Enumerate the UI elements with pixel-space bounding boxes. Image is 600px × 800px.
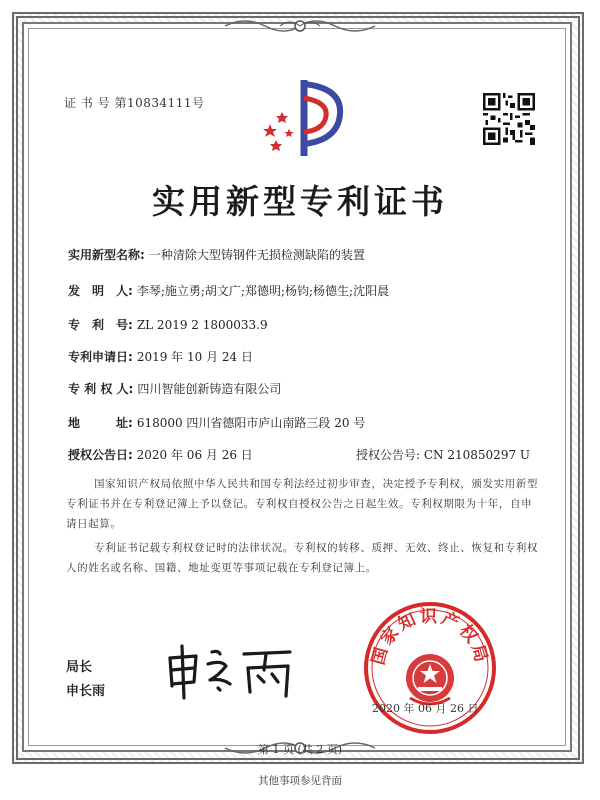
seal-text: 国家知识产权局 <box>368 607 492 667</box>
publication-date-value: 2020 年 06 月 26 日 <box>136 448 253 462</box>
address-value: 618000 四川省德阳市庐山南路三段 20 号 <box>136 416 366 430</box>
filing-date-label: 专利申请日: <box>68 350 133 364</box>
utility-model-name-row <box>68 246 365 263</box>
certificate-number: 证 书 号 第10834111号 <box>64 96 205 110</box>
utility-model-name-label: 实用新型名称: <box>68 248 145 262</box>
statement-paragraph-1: 国家知识产权局依照中华人民共和国专利法经过初步审查，决定授予专利权，颁发实用新型专利证书并在专利登记簿上予以登记。专利权自授权公告之日起生效。专利权期限为十年，自申请日起算。 <box>66 478 538 530</box>
page-number: 第 1 页 (共 2 页) <box>257 743 343 756</box>
patent-number-value: ZL 2019 2 1800033.9 <box>136 318 268 332</box>
certificate-title: 实用新型专利证书 <box>152 182 448 221</box>
inventor-label: 发 明 人: <box>68 284 133 298</box>
signature-icon <box>160 640 300 700</box>
filing-date-row <box>68 348 253 365</box>
publication-number-row <box>356 446 530 463</box>
inventor-row <box>68 282 389 299</box>
seal-date: 2020 年 06 月 26 日 <box>372 702 479 715</box>
patent-number-row <box>68 316 268 333</box>
director-name: 申长雨 <box>66 684 106 699</box>
patent-number-label: 专 利 号: <box>68 318 133 332</box>
inventor-value: 李琴;施立勇;胡文广;郑德明;杨钧;杨德生;沈阳晨 <box>136 284 390 298</box>
director-title: 局长 <box>66 660 93 675</box>
top-ornament-icon <box>220 16 380 36</box>
publication-date-row <box>68 446 253 463</box>
back-side-note: 其他事项参见背面 <box>258 775 342 787</box>
cnipa-logo-icon <box>256 74 346 162</box>
utility-model-name-value: 一种清除大型铸钢件无损检测缺陷的装置 <box>148 248 365 262</box>
patentee-row <box>68 380 281 397</box>
publication-number-label: 授权公告号: <box>356 448 421 462</box>
patentee-label: 专 利 权 人: <box>68 382 134 396</box>
patentee-value: 四川智能创新铸造有限公司 <box>137 382 282 396</box>
address-label: 地 址: <box>68 416 133 430</box>
statement-paragraph-2: 专利证书记载专利权登记时的法律状况。专利权的转移、质押、无效、终止、恢复和专利权人的姓名或名称、国籍、地址变更等事项记载在专利登记簿上。 <box>66 542 538 574</box>
qr-code-icon <box>483 93 535 145</box>
address-row <box>68 414 365 431</box>
official-seal-icon <box>360 598 500 738</box>
filing-date-value: 2019 年 10 月 24 日 <box>136 350 253 364</box>
publication-date-label: 授权公告日: <box>68 448 133 462</box>
publication-number-value: CN 210850297 U <box>423 448 531 462</box>
